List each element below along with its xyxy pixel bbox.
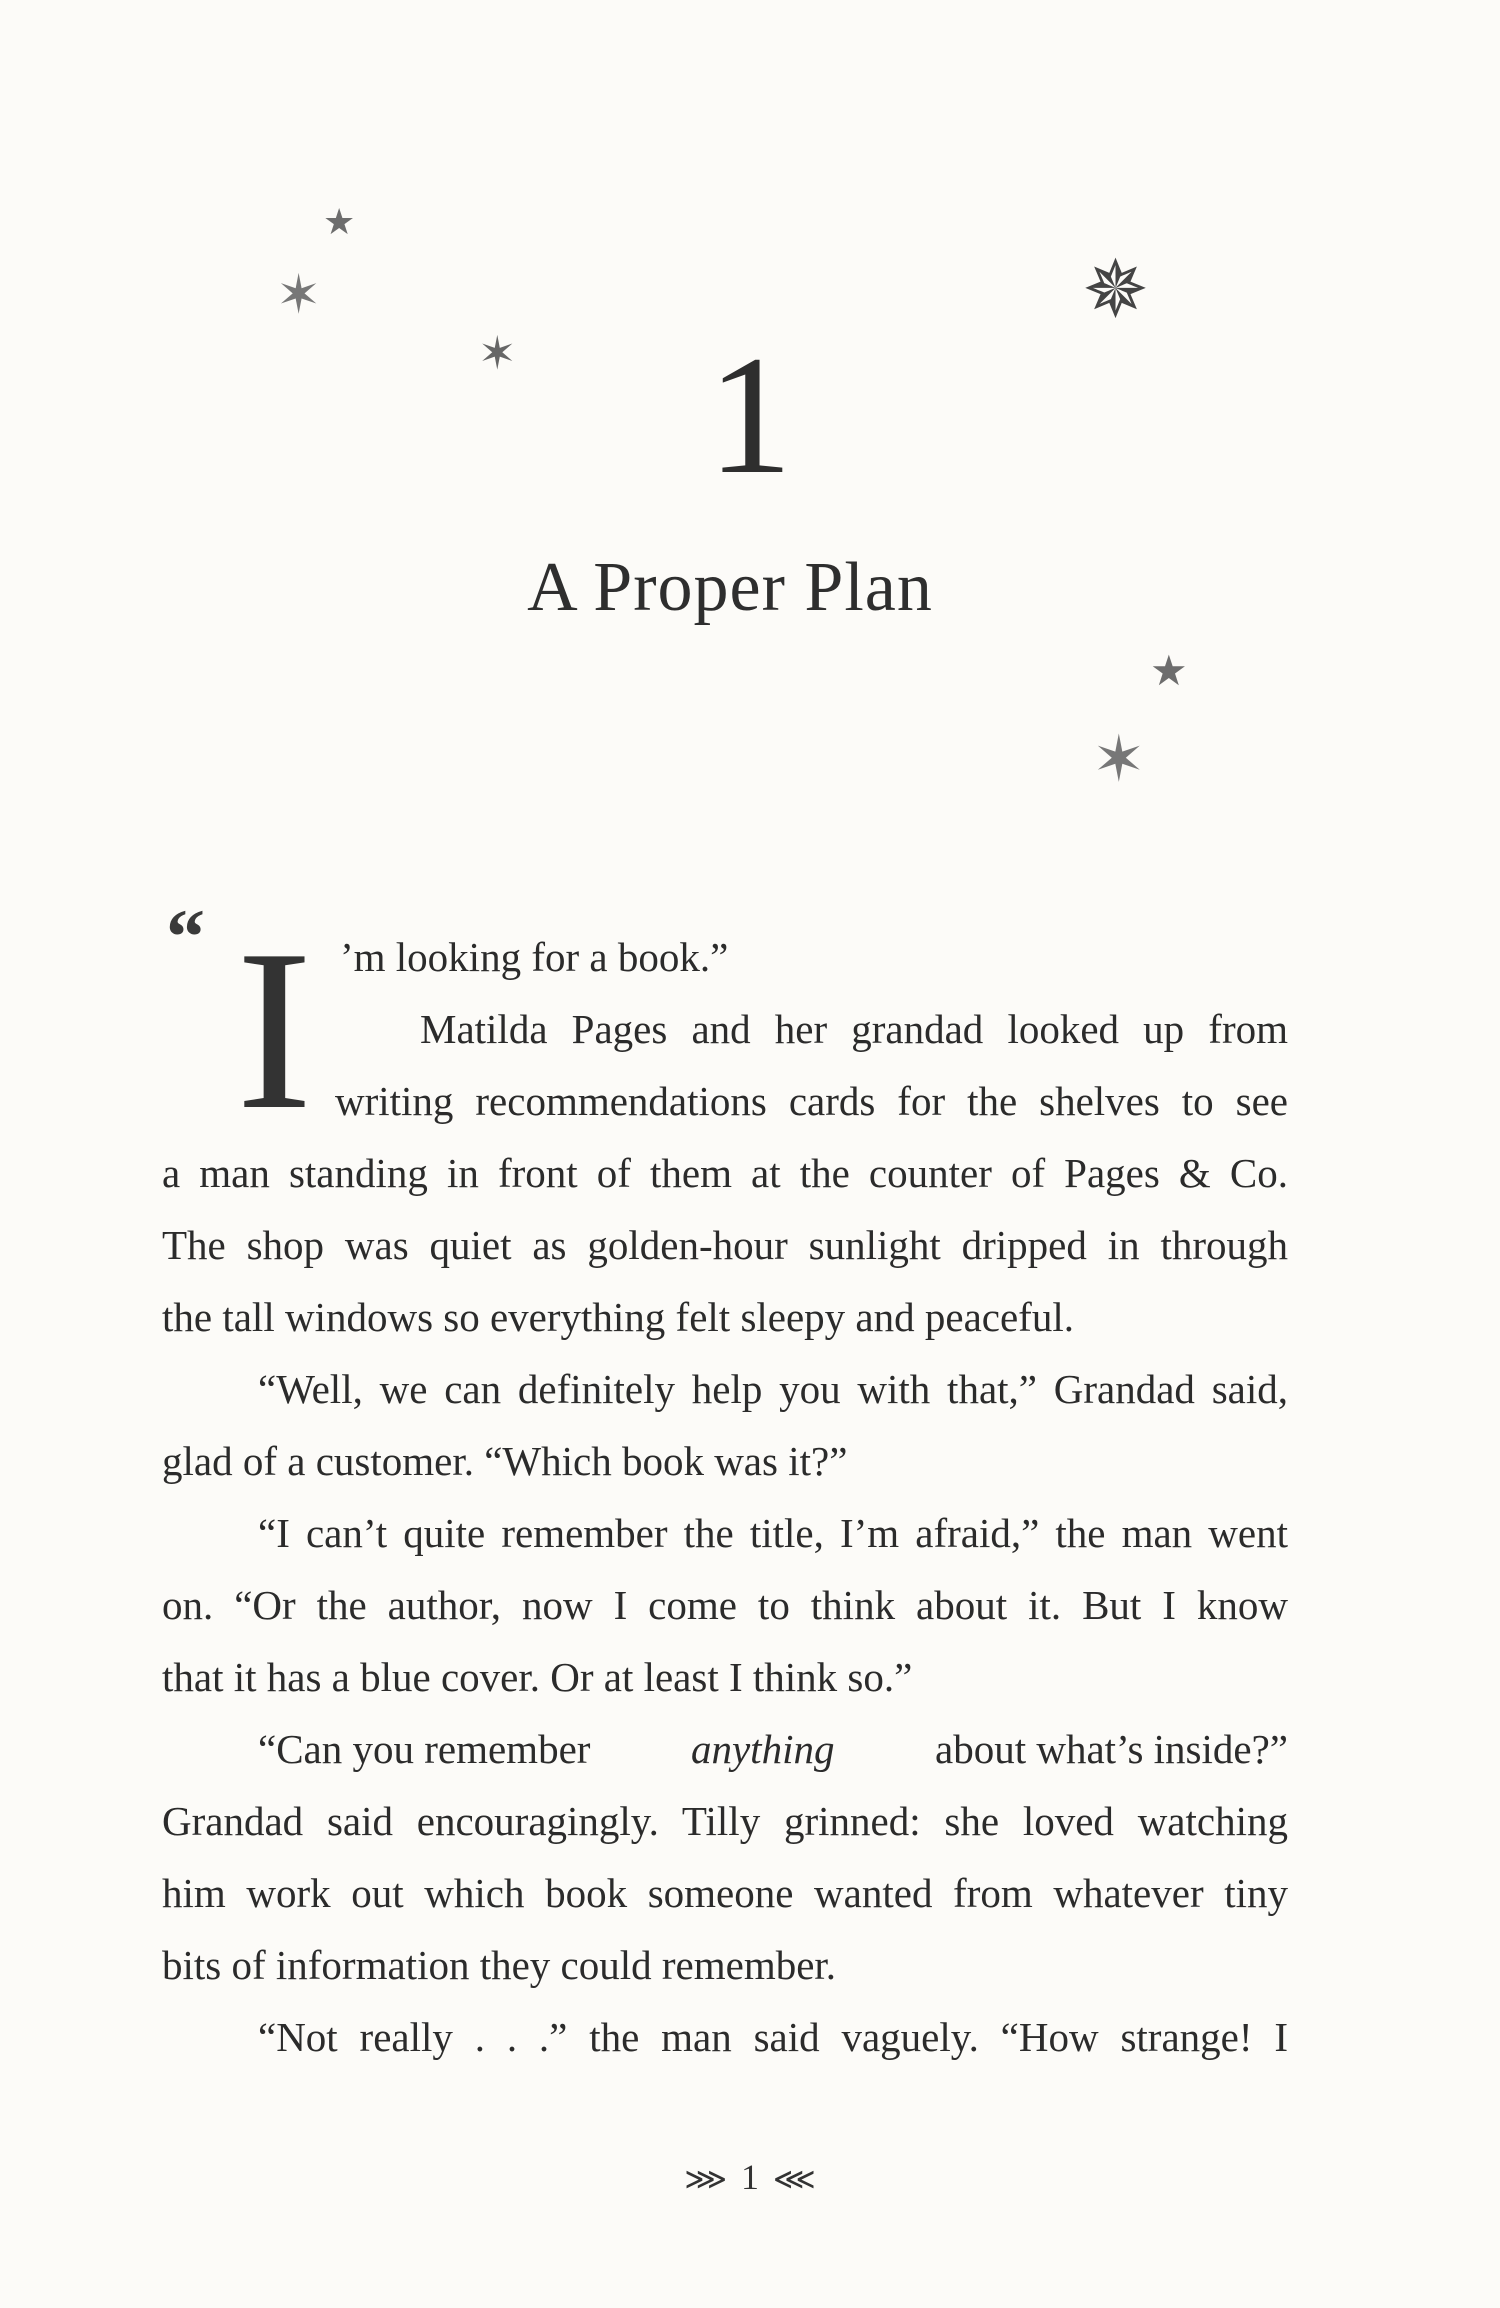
left-ornament-icon: ⋙: [684, 2162, 727, 2197]
text-line: The shop was quiet as golden-hour sunlight dripped in through: [162, 1222, 1288, 1268]
text-line: him work out which book someone wanted from whatever tiny: [162, 1870, 1288, 1916]
right-ornament-icon: ⋘: [773, 2162, 816, 2197]
sparkle-icon: ✶: [276, 263, 322, 326]
text-line: the tall windows so everything felt sleepy and peaceful.: [162, 1294, 1074, 1340]
chapter-number: 1: [707, 321, 793, 509]
text-line: [258, 1726, 1288, 1772]
text-line: “Well, we can definitely help you with that,” Grandad said,: [258, 1366, 1288, 1412]
drop-cap-letter: I: [236, 902, 313, 1157]
page-number: 1: [741, 2157, 759, 2197]
text-line: “Not really . . .” the man said vaguely. “How strange! I: [258, 2014, 1288, 2060]
emphasized-word: anything: [690, 1726, 835, 1772]
text-line: writing recommendations cards for the shelves to see: [335, 1078, 1288, 1124]
text-line: Grandad said encouragingly. Tilly grinned: she loved watching: [162, 1798, 1288, 1844]
burst-icon: ✵: [1082, 243, 1150, 336]
text-fragment: “Can you remember: [258, 1726, 591, 1772]
text-line: bits of information they could remember.: [162, 1942, 837, 1988]
text-line: on. “Or the author, now I come to think about it. But I know: [162, 1582, 1288, 1628]
text-line: that it has a blue cover. Or at least I think so.”: [162, 1654, 913, 1700]
star-icon: ★: [1150, 646, 1188, 695]
star-icon: ★: [323, 202, 356, 243]
page-footer: [0, 2156, 1500, 2198]
sparkle-icon: ✶: [478, 326, 517, 380]
sparkle-icon: ✶: [1092, 723, 1146, 797]
chapter-title: A Proper Plan: [527, 549, 933, 626]
text-line: “I can’t quite remember the title, I’m afraid,” the man went: [258, 1510, 1288, 1556]
text-fragment: about what’s inside?”: [935, 1726, 1288, 1772]
text-line: Matilda Pages and her grandad looked up from: [420, 1006, 1288, 1052]
opening-quote-mark: “: [166, 893, 205, 980]
text-line: glad of a customer. “Which book was it?”: [162, 1438, 848, 1484]
text-line: a man standing in front of them at the counter of Pages & Co.: [162, 1150, 1288, 1196]
text-line: ’m looking for a book.”: [340, 934, 729, 980]
